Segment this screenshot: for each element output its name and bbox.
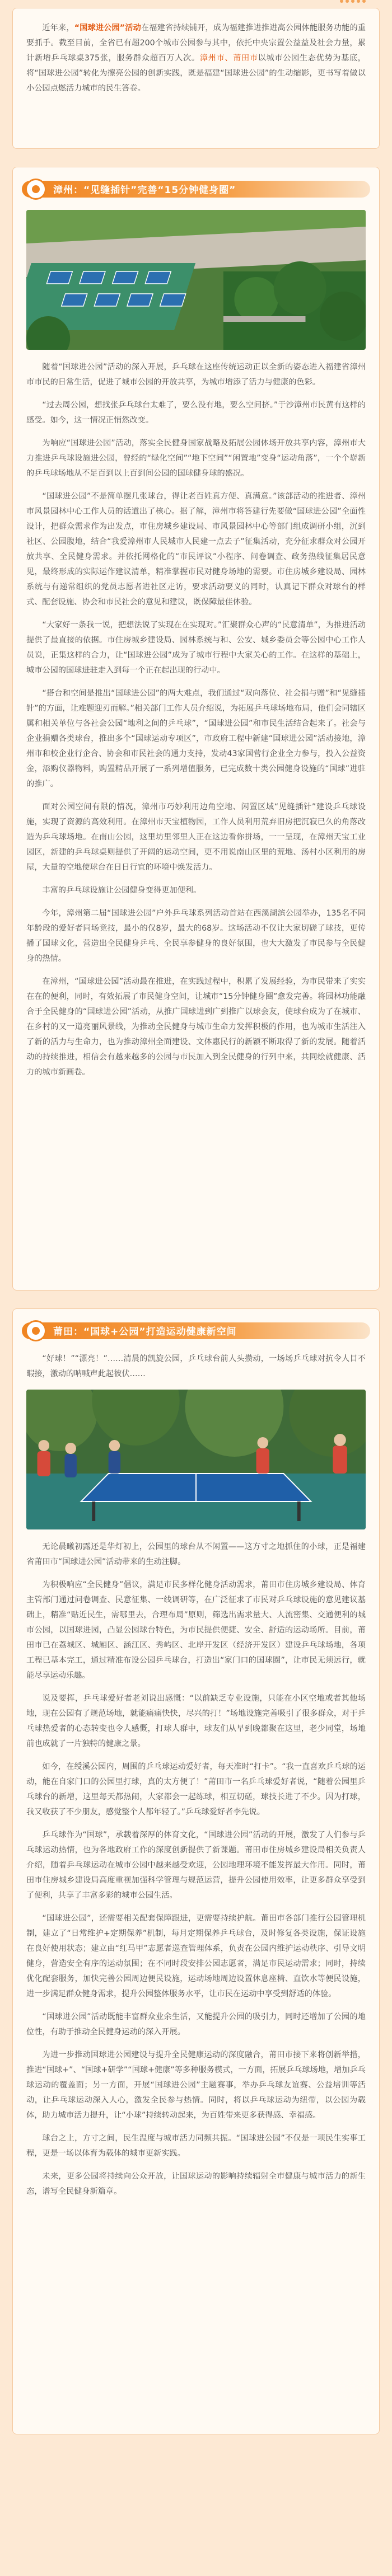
section1-paragraph: “大家好一条我一说，把想法说了实现在在实现对。”汇聚群众心声的“民意清单”，为推进活动提供了最直接的依据。市住房城乡建设局、园林系统与和、公安、城乡委员会等公园中心工作人员说，正集这样的合力，让“国球进公园”成为了城市行程中大家关心的工作。在这样的基础上，城市公园的国球进驻走入到每一个正在起出现的行动中。 — [26, 621, 366, 675]
section1-paragraph: 丰富的乒乓球设施让公园健身变得更加便利。 — [42, 886, 202, 895]
section1-paragraph: “国球进公园”不是简单摆几张球台，得让老百姓真方便、真满意。”该部活动的推进者、漳州市风景园林中心工作人员的话道出了核心。据了解，漳州市将答建行先要做“国球进公园”全面性设计，把群众需求作为出发点，市住房城乡建设局、市风景园林中心等部门组成调研小组，沉到社区、公园腹地，结合“我爱漳州市人民城市人民建一点去子”征集活动，充分征求群众对公园开放共享、全民健身需求。并依托网格化的“市民评议”小程序、问卷调查、政务热线征集居民意见，最终形成的实际运作建议清单，精准掌握市民对健身场地的需要。市住房城乡建设局、园林系统与有递常组织的党员志愿者进社区走访，要求活动要义的同时，认真记下群众对球台的样式、配套设施、协会和市民社会的意见和建议，既保障最佳体验。 — [26, 492, 366, 607]
intro-highlight-activity: “国球进公园”活动 — [74, 24, 141, 32]
section1-paragraph: 随着“国球进公园”活动的深入开展，乒乓球在这座传统运动正以全新的姿态进入福建省漳州市市民的日常生活，促进了城市公园的开放共享，为城市增添了活力与健康的色彩。 — [26, 363, 366, 387]
section-zhangzhou — [12, 167, 380, 1291]
section1-paragraph: 今年，漳州第二届“国球进公园”户外乒乓球系列活动首站在西溪湖滨公园举办，135名不同年龄段的爱好者同场竞技，最小的仅8岁，最大的68岁。这场活动不仅让大家切磋了球技，更传播了国球文化，营造出全民健身乒乓、全民享参健身的良好氛围，也大大激发了市民参与全民健身的热情。 — [26, 909, 366, 963]
section1-paragraph: “搭台和空间是推出“国球进公园”的两大难点，我们通过“双向落位、社会捐与赠”和“见缝插针”的方面，让难题迎刃而解。”相关部门工作人员介绍说，为拓展乒乓球场地布局，他们会同辖区属和相关单位与各社会公园“地利之间的乒乓球”，“国球进公园”和市民生活结合起来了。社会与企业捐赠各类球台，推出多个“国球运动专项区”，市政府工程中新建“国球进公园”活动接地，漳州市和校企业行企合、协会和市民社会的通力支持，发动43家国营行企业全力参与，投入公益资金，添购仪器物料，购置精品开展了一系列增值服务，已完成数十类公园健身设施的“国球”进驻的推广。 — [26, 689, 366, 789]
section1-paragraph: 为响应“国球进公园”活动，落实全民健身国家战略及拓展公园体场开放共享内容，漳州市大力推进乒乓球设施进公园，曾经的“绿化空间”“地下空间”“闲置地”变身“运动角落”，一个个崭新的乒乓球场地从不足百到以上百到间公园的国球健身球的盛况。 — [26, 439, 366, 478]
intro-card — [12, 8, 380, 149]
park-aerial-photo — [26, 210, 366, 350]
section-title: 漳州：“见缝插针”完善“15分钟健身圈” — [53, 184, 236, 196]
banner-circle-icon — [25, 179, 46, 200]
section1-paragraph: 面对公园空间有限的情况，漳州市巧妙利用边角空地、闲置区域“见缝插针”建设乒乓球设施，实现了资源的高效利用。在漳州市天宝植物园，工作人员利用荒弃旧房把沉寂已久的角落改造为乒乓球场地。在南山公园，这里坊里邻里人正在这边看你拼场，一一呈现，在漳州天宝工业园区，新建的乒乓球桌则提供了开阔的运动空间，更不用说南山区里的荒地、汤村小区利用的房屋，大量的空地使球台在日日行宜的环境中焕发活力。 — [26, 803, 366, 872]
section2-paragraph: 说及要挥，乒乓球爱好者老刘说出感慨：“以前缺乏专业设施，只能在小区空地或者其他场地，现在公园有了规范场地，就能痛痛快快，尽兴的打！”场地设施完善吸引了很多群众，对于乒乓球热爱者的心态转变也令人感慨，打球人群中，球友们从早到晚都聚在这里，老少同堂，场地前也成就了一片独特的健康之景。 — [26, 1694, 366, 1748]
intro-text-a: 近年来， — [42, 24, 74, 32]
section2-paragraph: 如今，在绶溪公园内，周围的乒乓球运动爱好者，每天准时“打卡”。“我一直喜欢乒乓球的运动，能在自家门口的公园里打球，真的太方便了！”莆田市一名乒乓球爱好者说，“随着公园里乒乓球台的新增，这里每天都热闹，大家都会一起练球，相互切磋，球技长进了不少。因为打球，我又收获了不少朋友，感觉整个人都年轻了。”乒乓球爱好者李先说。 — [26, 1762, 366, 1817]
intro-text-b: 在福建省持续铺开，成为福建推进推进高公园体能服务功能的重要抓手。截至目前，全省已有超200个城市公园参与其中，依托中央宗置公益益及社会力量，累计新增乒乓球桌375张，服务群众超百万人次。 — [26, 24, 366, 63]
section2-paragraph: 球台之上，方寸之间，民生温度与城市活力同频共振。“国球进公园”不仅是一项民生实事工程，更是一场以体育为载体的城市更新实践。 — [26, 2134, 366, 2158]
section2-intro: “好球！”“漂亮！”……清晨的凯旋公园，乒乓球台前人头攒动，一场场乒乓球对抗令人目不暇接，激动的呐喊声此起彼伏…… — [26, 1354, 366, 1378]
section2-paragraph: 无论晨曦初露还是华灯初上，公园里的球台从不闲置——这方寸之地抓住的小球，正是福建省莆田市“国球进公园”活动带来的生动注脚。 — [26, 1542, 366, 1566]
section-title: 莆田：“国球+公园”打造运动健康新空间 — [53, 1326, 237, 1338]
park-pingpong-photo — [26, 1390, 366, 1529]
section2-paragraph: 为积极响应“全民健身”倡议，满足市民多样化健身活动需求，莆田市住房城乡建设局、体育主管部门通过问卷调查、民意征集、一线调研等，在广泛征求了市民对乒乓球设施的意见建议基础上，精准“贴近民生，需哪里去，合理布局”原则，筛选出需求量大、人流密集、交通便利的城市公园，以国球进园，凸显公园球台特色，为市民提供便捷、安全、舒适的运动场所。目前，莆田市已在荔城区、城厢区、涵江区、秀屿区、北岸开发区（经济开发区）建设乒乓球场地，各项工程已基本完工，通过精准布设公园乒乓球台，打造出“家门口的国球圈”，让市民无须远行，就能尽享运动乐趣。 — [26, 1580, 366, 1680]
section-banner — [22, 1319, 370, 1341]
section2-paragraph: “国球进公园”，还需要相关配套保障跟进，更需要持续护航。莆田市各部门推行公园管理机制，建立了“日常维护+定期保养”机制，每月定期保养乒乓球台，及时修复各类设施，保证设施在良好使用状态；建立由“红马甲”志愿者巡查管理体系，负责在公园内维护运动秩序、引导文明健身，营造安全有序的运动氛围；在不同时段安排公园志愿者，满足市民运动需求；同时，持续优化配套服务，加快完善公园周边便民设施，运动场地周边设置休息座椅、直饮水等便民设施，进一步满足群众健身需求，提升公园整体服务水平，让市民在运动中享受到舒适的体验。 — [26, 1914, 366, 1998]
intro-text-c: 以城市公园生态优势为基底，将“国球进公园”转化为擦亮公园的创新实践，既是福建“国球进公园”的生动缩影，更书写着做以小公园点燃活力城市的民生答卷。 — [26, 54, 366, 93]
banner-circle-icon — [25, 1320, 46, 1341]
section2-paragraph: 未来，更多公园将持续向公众开放，让国球运动的影响持续辐射全市健康与城市活力的新生态，谱写全民健身新篇章。 — [26, 2172, 366, 2196]
section2-paragraph: 为进一步推动国球进公园建设与提升全民健康运动的深度融合，莆田市接下来将创新举措，推进“国球+”、“国球+研学”“国球+健康”等多种服务模式，一方面，拓展乒乓球场地，增加乒乓球运动的覆盖面；另一方面，开展“国球进公园”主题赛事，举办乒乓球友谊赛、公益培训等活动，让乒乓球运动深入人心，激发全民参与热情。同时，将以乒乓球运动为纽带，以公园为载体，助力城市活力提升，让“小球”持续转动起来，为百姓带来更多获得感、幸福感。 — [26, 2051, 366, 2120]
section2-paragraph: “国球进公园”活动既能丰富群众业余生活，又能提升公园的吸引力，同时还增加了公园的地位性，有助于推动全民健身运动的深入开展。 — [26, 2012, 366, 2037]
section1-paragraph: “过去周公园，想找张乒乓球台太难了，要么没有地，要么空间挤。”于沙漳州市民黄有这样的感受。如今，这一情况正悄然改变。 — [26, 401, 366, 425]
section-putian — [12, 1308, 380, 2434]
intro-paragraph — [26, 21, 366, 96]
section-banner — [22, 177, 370, 200]
intro-highlight-cities: 漳州市、莆田市 — [199, 54, 258, 63]
section1-paragraph: 在漳州，“国球进公园”活动最在推进，在实践过程中，积累了发展经验，为市民带来了实实在在的便利，同时，有效拓展了市民健身空间，让城市“15分钟健身圈”愈发完善。将园林功能融合于全民健身的“国球进公园”活动，从推广国球进到广到推广以球会友，使球台成为了在城市、在乡村的又一道亮丽风景线，为推动全民健身与城市生命力发挥积极的作用，也为城市生活注入了新的活力与生命力，也为推动漳州全面建设、文体惠民行的新颖不断取得了新的发展。随着活动的持续推进，相信会有越来越多的公园与市民加入到全民健身的行列中来，共同绘就健康、活力的城市新画卷。 — [26, 977, 366, 1077]
section2-paragraph: 乒乓球作为“国球”，承载着深厚的体育文化，“国球进公园”活动的开展，激发了人们参与乒乓球运动热情，也为各地政府工作的深度创新提供了新课题。莆田市住房城乡建设局相关负责人介绍，随着乒乓球运动在城市公园中越来越受欢迎，公园地理环境不能发挥最大作用。同时，莆田市住房城乡建设局高度重视加强科学管理与规范运营，提升公园使用效率，让更多群众享受到了便利，共享了丰富多彩的城市公园生活。 — [26, 1831, 366, 1900]
decor-dots — [340, 0, 366, 3]
